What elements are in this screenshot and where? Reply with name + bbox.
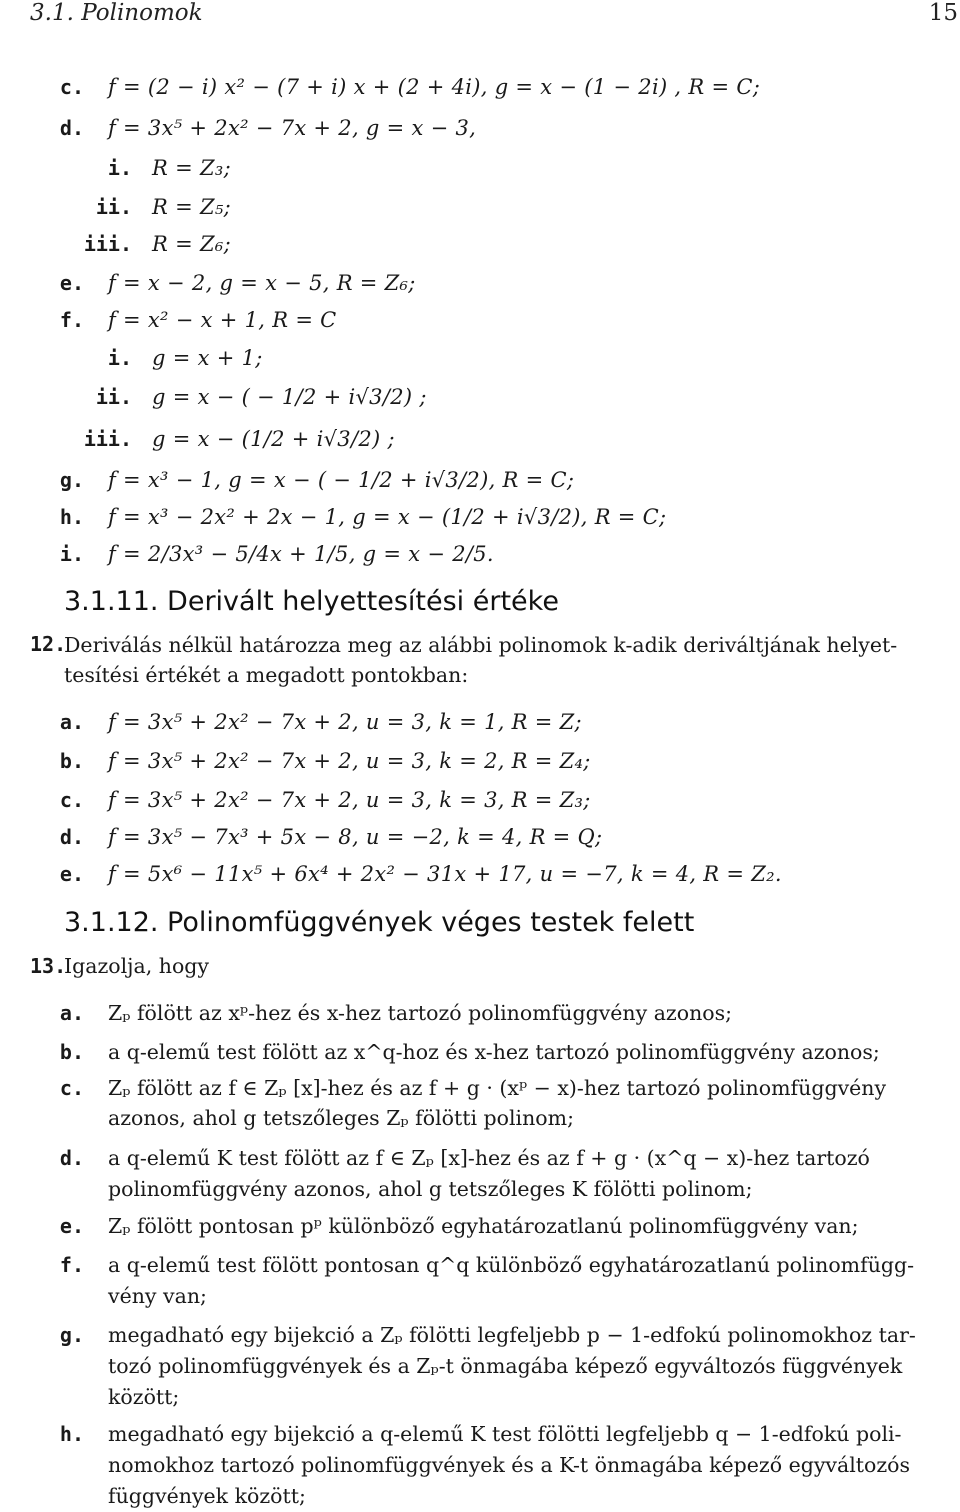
item-text: polinomfüggvény azonos, ahol g tetszőleges K fölötti polinom; bbox=[108, 1177, 753, 1201]
page-header bbox=[30, 0, 960, 26]
item-formula: f = 3x⁵ − 7x³ + 5x − 8, u = −2, k = 4, R = Q; bbox=[108, 825, 603, 849]
subitem-formula: g = x − (1/2 + i√3/2) ; bbox=[152, 427, 395, 451]
item-text: megadható egy bijekció a q-elemű K test fölötti legfeljebb q − 1-edfokú poli- bbox=[108, 1422, 902, 1446]
item-formula: f = (2 − i) x² − (7 + i) x + (2 + 4i), g = x − (1 − 2i) , R = C; bbox=[108, 75, 761, 99]
item-text: tozó polinomfüggvények és a Zₚ-t önmagába képező egyváltozós függvények bbox=[108, 1354, 903, 1378]
item-formula: f = 3x⁵ + 2x² − 7x + 2, u = 3, k = 3, R = Z₃; bbox=[108, 788, 591, 812]
item-formula: f = 2/3x³ − 5/4x + 1/5, g = x − 2/5. bbox=[108, 542, 494, 566]
item-formula: f = x² − x + 1, R = C bbox=[108, 308, 337, 332]
running-header-title: 3.1. Polinomok bbox=[30, 0, 203, 26]
exercise-number: 13. bbox=[30, 954, 67, 978]
item-label: d. bbox=[59, 825, 84, 849]
subitem-label: i. bbox=[107, 156, 132, 180]
item-label: e. bbox=[59, 271, 84, 295]
item-label: g. bbox=[59, 1323, 84, 1347]
exercise-intro-line: tesítési értékét a megadott pontokban: bbox=[64, 663, 469, 687]
subitem-formula: g = x + 1; bbox=[152, 346, 263, 370]
item-formula: f = 3x⁵ + 2x² − 7x + 2, u = 3, k = 2, R = Z₄; bbox=[108, 749, 591, 773]
item-label: g. bbox=[59, 468, 84, 492]
item-text: megadható egy bijekció a Zₚ fölötti legfeljebb p − 1-edfokú polinomokhoz tar- bbox=[108, 1323, 916, 1347]
item-formula: f = x − 2, g = x − 5, R = Z₆; bbox=[108, 271, 416, 295]
item-label: e. bbox=[59, 1214, 84, 1238]
subitem-formula: R = Z₃; bbox=[152, 156, 231, 180]
exercise-intro-line: Deriválás nélkül határozza meg az alábbi polinomok k-adik deriváltjának helyet- bbox=[64, 633, 898, 657]
item-text: azonos, ahol g tetszőleges Zₚ fölötti polinom; bbox=[108, 1106, 574, 1130]
item-text: függvények között; bbox=[108, 1484, 306, 1508]
item-label: c. bbox=[59, 75, 84, 99]
item-text: a q-elemű test fölött pontosan q^q különböző egyhatározatlanú polinomfügg- bbox=[108, 1253, 915, 1277]
section-heading: 3.1.11. Derivált helyettesítési értéke bbox=[64, 586, 559, 617]
item-label: b. bbox=[59, 749, 84, 773]
item-formula: f = x³ − 1, g = x − ( − 1/2 + i√3/2), R = C; bbox=[108, 468, 575, 492]
item-formula: f = 5x⁶ − 11x⁵ + 6x⁴ + 2x² − 31x + 17, u = −7, k = 4, R = Z₂. bbox=[108, 862, 782, 886]
subitem-label: ii. bbox=[95, 385, 132, 409]
item-text: Zₚ fölött pontosan pᵖ különböző egyhatározatlanú polinomfüggvény van; bbox=[108, 1214, 859, 1238]
item-text: Zₚ fölött az xᵖ-hez és x-hez tartozó polinomfüggvény azonos; bbox=[108, 1001, 733, 1025]
exercise-number: 12. bbox=[30, 632, 67, 656]
exercise-intro-line: Igazolja, hogy bbox=[64, 954, 210, 978]
item-text: vény van; bbox=[108, 1284, 207, 1308]
subitem-formula: R = Z₅; bbox=[152, 195, 231, 219]
item-text: a q-elemű test fölött az x^q-hoz és x-hez tartozó polinomfüggvény azonos; bbox=[108, 1040, 880, 1064]
item-formula: f = x³ − 2x² + 2x − 1, g = x − (1/2 + i√3/2), R = C; bbox=[108, 505, 667, 529]
item-formula: f = 3x⁵ + 2x² − 7x + 2, g = x − 3, bbox=[108, 116, 477, 140]
item-label: i. bbox=[59, 542, 84, 566]
item-label: f. bbox=[59, 308, 84, 332]
item-text: a q-elemű K test fölött az f ∈ Zₚ [x]-hez és az f + g · (x^q − x)-hez tartozó bbox=[108, 1146, 870, 1170]
subitem-label: iii. bbox=[83, 232, 132, 256]
item-label: c. bbox=[59, 788, 84, 812]
item-label: e. bbox=[59, 862, 84, 886]
item-label: f. bbox=[59, 1253, 84, 1277]
section-heading: 3.1.12. Polinomfüggvények véges testek felett bbox=[64, 907, 695, 938]
item-label: b. bbox=[59, 1040, 84, 1064]
item-label: h. bbox=[59, 505, 84, 529]
page-number: 15 bbox=[928, 0, 958, 26]
item-label: h. bbox=[59, 1422, 84, 1446]
item-label: d. bbox=[59, 1146, 84, 1170]
subitem-formula: g = x − ( − 1/2 + i√3/2) ; bbox=[152, 385, 427, 409]
item-text: Zₚ fölött az f ∈ Zₚ [x]-hez és az f + g · (xᵖ − x)-hez tartozó polinomfüggvény bbox=[108, 1076, 887, 1100]
subitem-label: ii. bbox=[95, 195, 132, 219]
subitem-label: i. bbox=[107, 346, 132, 370]
item-label: c. bbox=[59, 1076, 84, 1100]
item-label: d. bbox=[59, 116, 84, 140]
item-label: a. bbox=[59, 710, 84, 734]
subitem-label: iii. bbox=[83, 427, 132, 451]
item-formula: f = 3x⁵ + 2x² − 7x + 2, u = 3, k = 1, R = Z; bbox=[108, 710, 582, 734]
subitem-formula: R = Z₆; bbox=[152, 232, 231, 256]
item-label: a. bbox=[59, 1001, 84, 1025]
item-text: nomokhoz tartozó polinomfüggvények és a K-t önmagába képező egyváltozós bbox=[108, 1453, 911, 1477]
item-text: között; bbox=[108, 1385, 180, 1409]
